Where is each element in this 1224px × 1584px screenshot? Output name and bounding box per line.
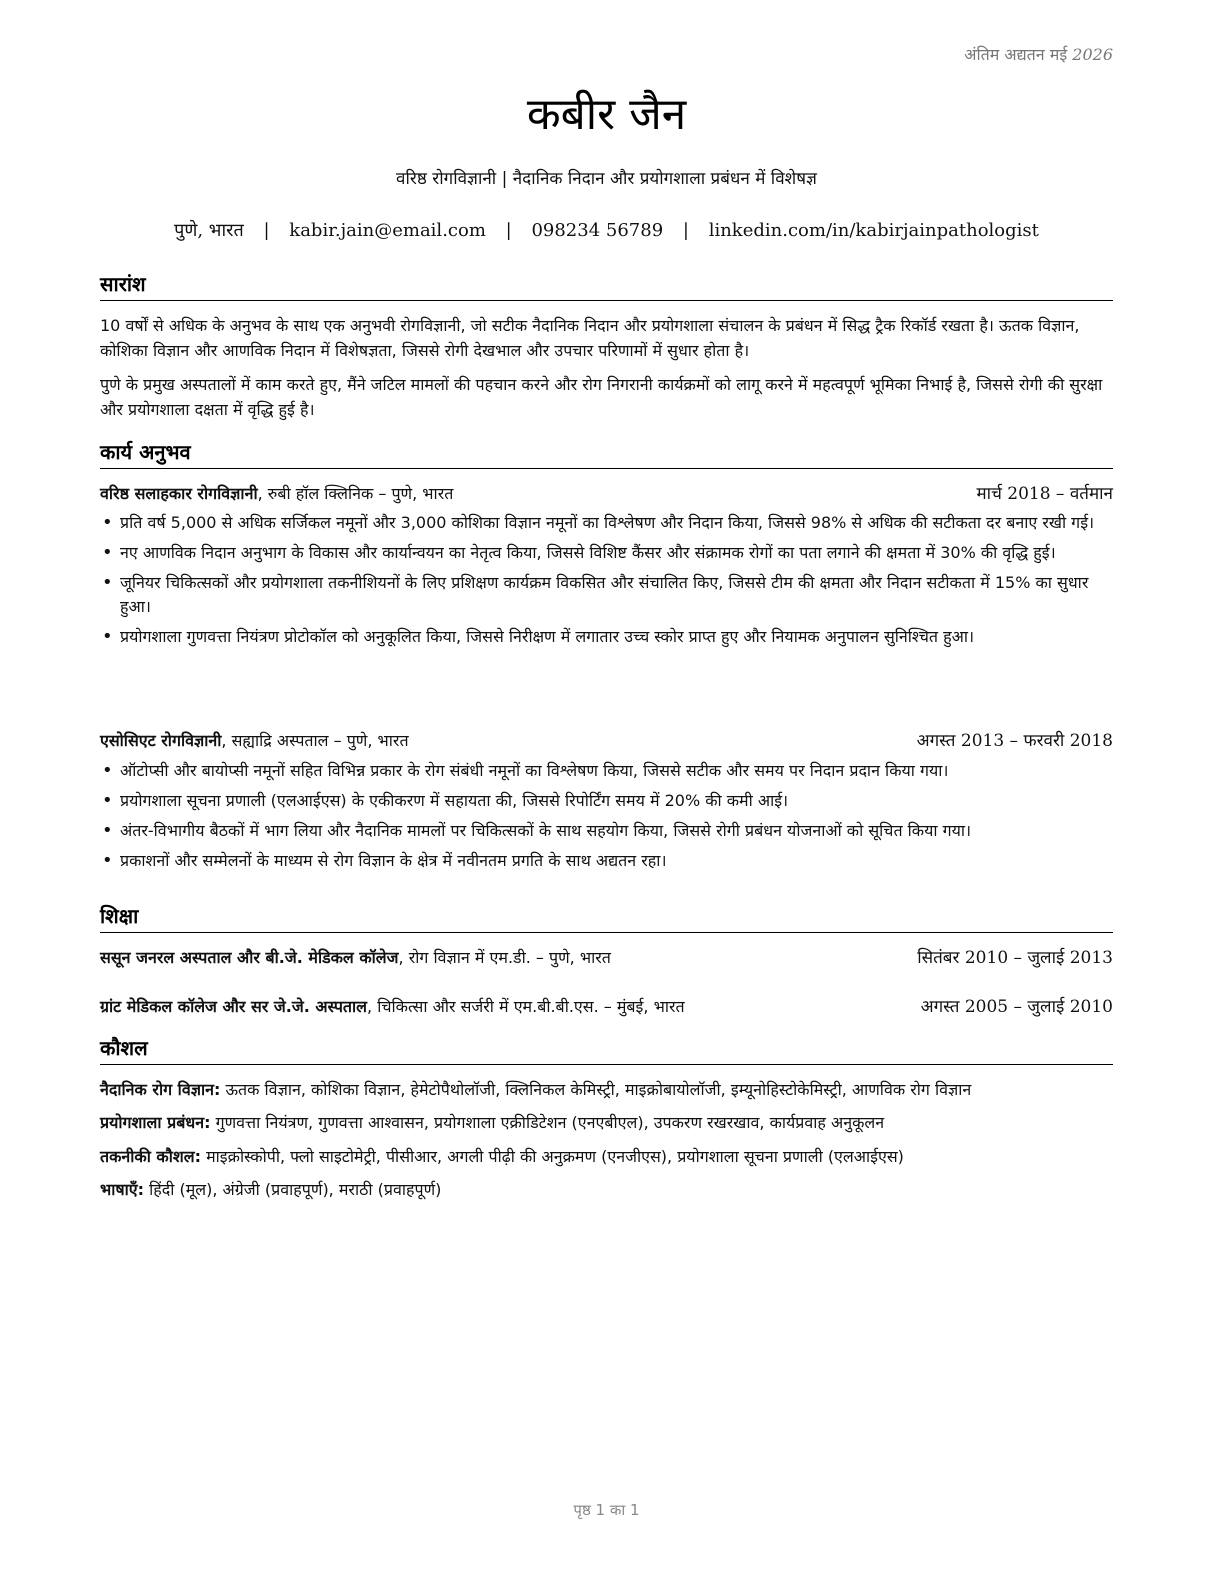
job-org: , सह्याद्रि अस्पताल – पुणे, भारत <box>221 731 409 750</box>
education-detail: , रोग विज्ञान में एम.डी. – पुणे, भारत <box>398 948 611 967</box>
candidate-name: कबीर जैन <box>526 89 687 140</box>
last-updated-year: 2026 <box>1072 45 1113 64</box>
last-updated-label: अंतिम अद्यतन मई <box>964 45 1068 64</box>
education-dates: सितंबर 2010 – जुलाई 2013 <box>917 948 1113 968</box>
skill-value: हिंदी (मूल), अंग्रेजी (प्रवाहपूर्ण), मराठी (प्रवाहपूर्ण) <box>144 1180 442 1199</box>
job-bullets <box>100 511 1113 655</box>
contact-email[interactable]: kabir.jain@email.com <box>289 220 486 241</box>
skill-label: तकनीकी कौशल: <box>100 1147 201 1166</box>
contact-separator: | <box>682 220 689 241</box>
job-role: वरिष्ठ सलाहकार रोगविज्ञानी <box>100 484 258 503</box>
contact-separator: | <box>505 220 512 241</box>
summary-paragraph-2: पुणे के प्रमुख अस्पतालों में काम करते हुए, मैंने जटिल मामलों की पहचान करने और रोग निगरानी कार्यक्रमों को लागू करने में महत्वपूर्ण भूमिका निभाई है, जिससे रोगी की सुरक्षा और प्रयोगशाला दक्षता में वृद्धि हुई है। <box>100 375 1103 419</box>
skill-value: गुणवत्ता नियंत्रण, गुणवत्ता आश्वासन, प्रयोगशाला एक्रीडिटेशन (एनएबीएल), उपकरण रखरखाव, कार्यप्रवाह अनुकूलन <box>210 1113 885 1132</box>
contact-phone: 098234 56789 <box>531 220 664 241</box>
skill-label: प्रयोगशाला प्रबंधन: <box>100 1113 211 1132</box>
education-detail: , चिकित्सा और सर्जरी में एम.बी.बी.एस. – मुंबई, भारत <box>367 997 685 1016</box>
education-school: ग्रांट मेडिकल कॉलेज और सर जे.जे. अस्पताल <box>100 997 368 1016</box>
contact-location: पुणे, भारत <box>174 220 244 241</box>
last-updated <box>964 43 1113 65</box>
list-item: • नए आणविक निदान अनुभाग के विकास और कार्यान्वयन का नेतृत्व किया, जिससे विशिष्ट कैंसर और संक्रामक रोगों का पता लगाने की क्षमता में 30% की वृद्धि हुई। <box>100 541 1113 565</box>
contact-separator: | <box>263 220 270 241</box>
job-header <box>100 482 1113 506</box>
skill-value: माइक्रोस्कोपी, फ्लो साइटोमेट्री, पीसीआर, अगली पीढ़ी की अनुक्रमण (एनजीएस), प्रयोगशाला सूचना प्रणाली (एलआईएस) <box>201 1147 904 1166</box>
skill-value: ऊतक विज्ञान, कोशिका विज्ञान, हेमेटोपैथोलॉजी, क्लिनिकल केमिस्ट्री, माइक्रोबायोलॉजी, इम्यूनोहिस्टोकेमिस्ट्री, आणविक रोग विज्ञान <box>220 1080 972 1099</box>
list-item: • प्रयोगशाला गुणवत्ता नियंत्रण प्रोटोकॉल को अनुकूलित किया, जिससे निरीक्षण में लगातार उच्च स्कोर प्राप्त हुए और नियामक अनुपालन सुनिश्चित हुआ। <box>100 625 1113 649</box>
education-dates: अगस्त 2005 – जुलाई 2010 <box>920 997 1113 1017</box>
section-title-summary: सारांश <box>100 270 1113 301</box>
education-entry <box>100 946 1113 970</box>
headline: वरिष्ठ रोगविज्ञानी | नैदानिक निदान और प्रयोगशाला प्रबंधन में विशेषज्ञ <box>396 169 817 189</box>
job-dates: मार्च 2018 – वर्तमान <box>976 484 1113 504</box>
job-header <box>100 729 1113 753</box>
resume-page <box>100 0 1113 1584</box>
list-item: • अंतर-विभागीय बैठकों में भाग लिया और नैदानिक मामलों पर चिकित्सकों के साथ सहयोग किया, जिससे रोगी प्रबंधन योजनाओं को सूचित किया गया। <box>100 819 1113 843</box>
skill-row <box>100 1145 1113 1169</box>
section-title-experience: कार्य अनुभव <box>100 438 1113 469</box>
list-item: • प्रयोगशाला सूचना प्रणाली (एलआईएस) के एकीकरण में सहायता की, जिससे रिपोर्टिंग समय में 20% की कमी आई। <box>100 789 1113 813</box>
list-item: • प्रति वर्ष 5,000 से अधिक सर्जिकल नमूनों और 3,000 कोशिका विज्ञान नमूनों का विश्लेषण और निदान किया, जिससे 98% से अधिक की सटीकता दर बनाए रखी गई। <box>100 511 1113 535</box>
skill-row <box>100 1111 1113 1135</box>
contact-linkedin[interactable]: linkedin.com/in/kabirjainpathologist <box>708 220 1039 241</box>
skill-label: भाषाएँ: <box>100 1180 145 1199</box>
section-title-skills: कौशल <box>100 1034 1113 1065</box>
page-number: पृष्ठ 1 का 1 <box>573 1501 640 1519</box>
skill-row <box>100 1078 1113 1102</box>
list-item: • जूनियर चिकित्सकों और प्रयोगशाला तकनीशियनों के लिए प्रशिक्षण कार्यक्रम विकसित और संचालित किए, जिससे टीम की क्षमता और निदान सटीकता में 15% का सुधार हुआ। <box>100 571 1113 619</box>
job-org: , रुबी हॉल क्लिनिक – पुणे, भारत <box>257 484 454 503</box>
skill-row <box>100 1178 1113 1202</box>
skill-label: नैदानिक रोग विज्ञान: <box>100 1080 221 1099</box>
job-dates: अगस्त 2013 – फरवरी 2018 <box>916 731 1113 751</box>
list-item: • प्रकाशनों और सम्मेलनों के माध्यम से रोग विज्ञान के क्षेत्र में नवीनतम प्रगति के साथ अद्यतन रहा। <box>100 849 1113 873</box>
education-entry <box>100 995 1113 1019</box>
list-item: • ऑटोप्सी और बायोप्सी नमूनों सहित विभिन्न प्रकार के रोग संबंधी नमूनों का विश्लेषण किया, जिससे सटीक और समय पर निदान प्रदान किया गया। <box>100 759 1113 783</box>
education-school: ससून जनरल अस्पताल और बी.जे. मेडिकल कॉलेज <box>100 948 399 967</box>
job-role: एसोसिएट रोगविज्ञानी <box>100 731 222 750</box>
job-bullets <box>100 759 1113 879</box>
summary-paragraph-1: 10 वर्षों से अधिक के अनुभव के साथ एक अनुभवी रोगविज्ञानी, जो सटीक नैदानिक निदान और प्रयोगशाला संचालन के प्रबंधन में सिद्ध ट्रैक रिकॉर्ड रखता है। ऊतक विज्ञान, कोशिका विज्ञान और आणविक निदान में विशेषज्ञता, जिससे रोगी देखभाल और उपचार परिणामों में सुधार होता है। <box>100 316 1080 360</box>
section-title-education: शिक्षा <box>100 902 1113 933</box>
contact-line <box>100 218 1113 242</box>
